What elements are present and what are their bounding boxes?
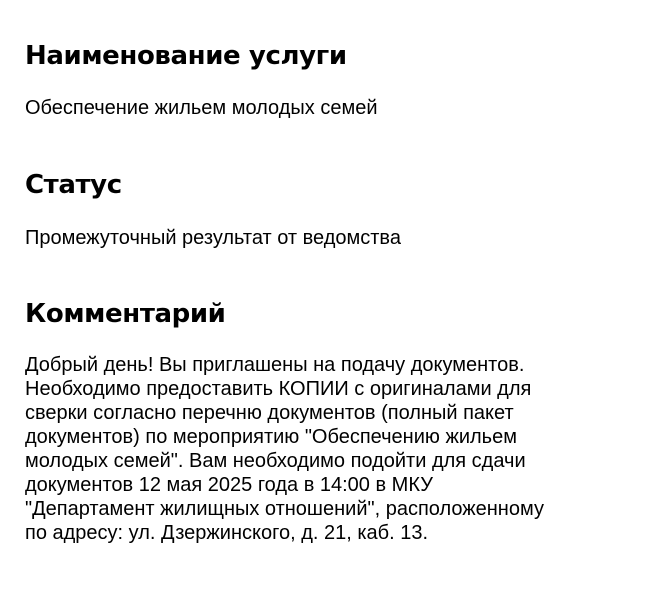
status-heading: Статус (25, 170, 122, 200)
comment-line: документов) по мероприятию "Обеспечению жильем (25, 426, 517, 448)
service-value: Обеспечение жильем молодых семей (25, 97, 378, 119)
comment-text (25, 353, 635, 545)
comment-line: "Департамент жилищных отношений", расположенному (25, 498, 544, 520)
comment-line: молодых семей". Вам необходимо подойти для сдачи (25, 450, 526, 472)
status-value: Промежуточный результат от ведомства (25, 227, 401, 249)
service-heading: Наименование услуги (25, 41, 347, 71)
comment-line: по адресу: ул. Дзержинского, д. 21, каб. 13. (25, 522, 429, 544)
comment-heading: Комментарий (25, 299, 226, 329)
comment-line: Добрый день! Вы приглашены на подачу документов. (25, 354, 525, 376)
comment-line: документов 12 мая 2025 года в 14:00 в МКУ (25, 474, 433, 496)
comment-line: Необходимо предоставить КОПИИ с оригиналами для (25, 378, 532, 400)
comment-line: сверки согласно перечню документов (полный пакет (25, 402, 514, 424)
